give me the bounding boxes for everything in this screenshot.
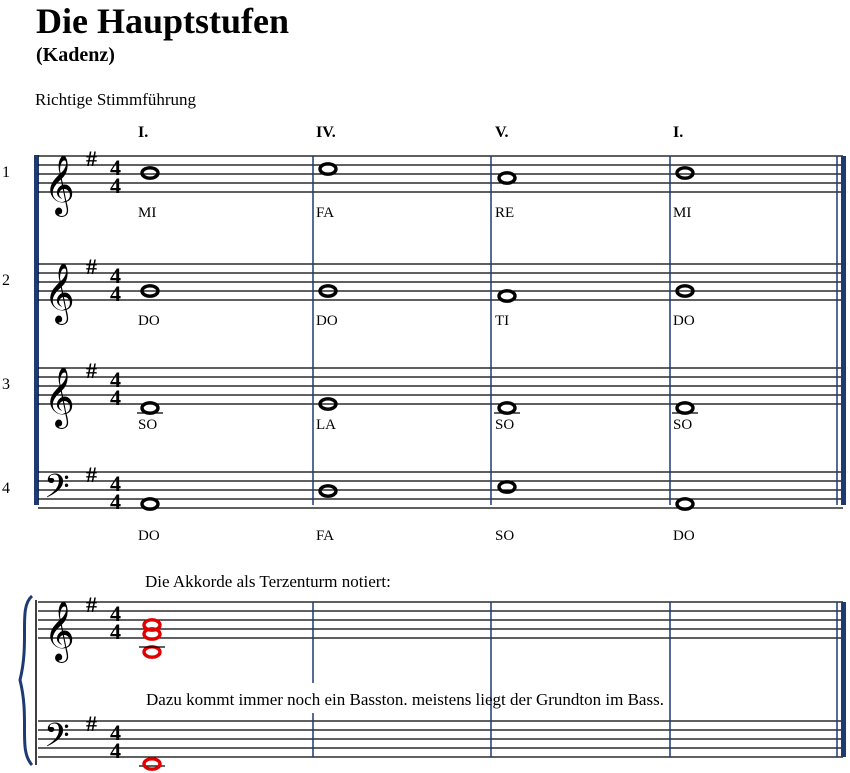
- system-2-barlines: [313, 602, 846, 757]
- whole-note: [142, 168, 158, 178]
- whole-note: [142, 403, 158, 413]
- whole-note: [144, 647, 160, 657]
- key-signature-sharp: #: [86, 146, 97, 171]
- section-heading: Richtige Stimmführung: [35, 90, 197, 109]
- key-signature-sharp: #: [86, 711, 97, 736]
- key-signature-sharp: #: [86, 358, 97, 383]
- staff-voice-1: [2, 146, 843, 221]
- whole-note: [320, 164, 336, 174]
- whole-note: [144, 759, 160, 769]
- time-signature-numerator: 4: [110, 601, 121, 626]
- solfege-syllable: TI: [495, 313, 510, 329]
- grand-staff-brace: [20, 596, 36, 765]
- chord-label-row: [138, 124, 683, 141]
- final-barline-thick: [841, 602, 846, 757]
- whole-note: [320, 486, 336, 496]
- staff-voice-2: [2, 254, 843, 329]
- voice-number: 1: [2, 164, 10, 181]
- solfege-syllable: SO: [495, 528, 515, 544]
- staff-voice-3: [2, 358, 843, 433]
- solfege-syllable: FA: [316, 528, 335, 544]
- whole-note: [677, 168, 693, 178]
- whole-note: [499, 482, 515, 492]
- system-1-barlines: [313, 156, 846, 505]
- solfege-syllable: DO: [673, 528, 695, 544]
- solfege-syllable: DO: [138, 313, 160, 329]
- solfege-syllable: SO: [138, 417, 158, 433]
- voice-number: 3: [2, 376, 10, 393]
- whole-note: [142, 499, 158, 509]
- bass-note-caption: Dazu kommt immer noch ein Basston. meistens liegt der Grundton im Bass.: [146, 690, 664, 709]
- whole-note: [499, 173, 515, 183]
- solfege-syllable: DO: [316, 313, 338, 329]
- solfege-syllable: SO: [673, 417, 693, 433]
- bass-clef-icon: 𝄢: [44, 717, 70, 762]
- time-signature-denominator: 4: [110, 281, 121, 306]
- key-signature-sharp: #: [86, 592, 97, 617]
- key-signature-sharp: #: [86, 254, 97, 279]
- chord-label: I.: [138, 124, 149, 141]
- time-signature-numerator: 4: [110, 720, 121, 745]
- time-signature-numerator: 4: [110, 471, 121, 496]
- bass-clef-icon: 𝄢: [44, 468, 70, 513]
- solfege-syllable: RE: [495, 205, 515, 221]
- page-subtitle: (Kadenz): [36, 44, 115, 66]
- treble-clef-icon: 𝄞: [44, 265, 75, 322]
- solfege-syllable: FA: [316, 205, 335, 221]
- chord-label: I.: [673, 124, 684, 141]
- solfege-syllable: DO: [138, 528, 160, 544]
- solfege-syllable: LA: [316, 417, 336, 433]
- treble-clef-icon: 𝄞: [44, 603, 75, 660]
- final-barline-thick: [841, 156, 846, 505]
- chord-label: IV.: [316, 124, 336, 141]
- solfege-syllable: SO: [495, 417, 515, 433]
- chord-label: V.: [495, 124, 509, 141]
- time-signature-numerator: 4: [110, 367, 121, 392]
- treble-clef-icon: 𝄞: [44, 157, 75, 214]
- voice-number: 2: [2, 272, 10, 289]
- terzenturm-caption: Die Akkorde als Terzenturm notiert:: [145, 572, 391, 591]
- voice-number: 4: [2, 480, 10, 497]
- whole-note: [144, 629, 160, 639]
- staff-voice-4: [2, 462, 843, 544]
- time-signature-numerator: 4: [110, 155, 121, 180]
- system-bracket-1: [34, 155, 39, 505]
- staff-bass: [38, 711, 843, 769]
- page-title: Die Hauptstufen: [36, 1, 290, 41]
- time-signature-denominator: 4: [110, 173, 121, 198]
- solfege-syllable: DO: [673, 313, 695, 329]
- solfege-syllable: MI: [138, 205, 157, 221]
- time-signature-numerator: 4: [110, 263, 121, 288]
- whole-note: [499, 403, 515, 413]
- whole-note: [499, 291, 515, 301]
- staff-terzenturm: [38, 592, 843, 663]
- time-signature-denominator: 4: [110, 738, 121, 763]
- solfege-syllable: MI: [673, 205, 692, 221]
- whole-note: [677, 403, 693, 413]
- treble-clef-icon: 𝄞: [44, 369, 75, 426]
- time-signature-denominator: 4: [110, 619, 121, 644]
- time-signature-denominator: 4: [110, 385, 121, 410]
- time-signature-denominator: 4: [110, 489, 121, 514]
- key-signature-sharp: #: [86, 462, 97, 487]
- whole-note: [677, 499, 693, 509]
